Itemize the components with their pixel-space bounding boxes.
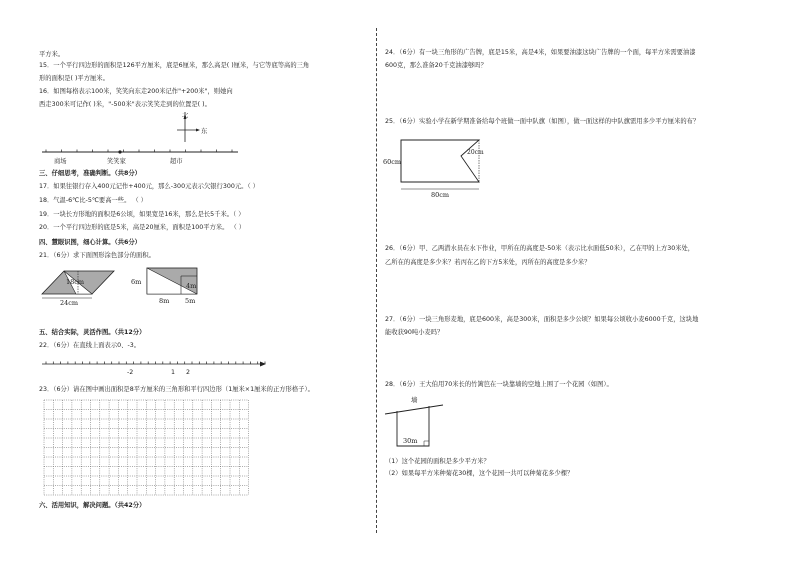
question-17: 17．如果往银行存入400元记作+400元，那么-300元表示欠银行300元。（ ） (39, 183, 259, 190)
question-15-line1: 15．一个平行四边形的面积是126平方厘米，底是6厘米，那么高是( )厘米，与它等底等高的三角 (39, 62, 310, 69)
figure-28-garden (383, 394, 453, 454)
line-label-home: 笑笑家 (107, 158, 126, 165)
left-column (37, 0, 371, 562)
tick-label-2: 2 (186, 369, 191, 376)
fig21b-8m-label: 8m (159, 297, 170, 305)
question-19: 19．一块长方形地的面积是6公顷，如果宽是16米，那么是长5千米。（ ） (39, 211, 245, 218)
question-25: 25．（6分）实验小学在新学期准备给每个班做一面中队旗（如图），做一面这样的中队旗需用多少平方厘米的布？ (385, 118, 700, 125)
compass-figure (167, 112, 217, 146)
line-label-market: 超市 (170, 158, 183, 165)
figure-21-rectangles (129, 266, 209, 306)
question-18: 18．气温-6℃比-5℃要高一些。 （ ） (39, 197, 147, 204)
fig25-20-label: 20cm (467, 149, 484, 156)
question-27-line1: 27．（6分）一块三角形麦地，底是600米，高是300米，面积是多少公顷？如果每公顷收小麦6000千克，这块地 (385, 316, 699, 323)
right-column (383, 0, 773, 562)
flag-outline (401, 140, 479, 182)
question-24-line2: 600克，那么准备20千克油漆够吗？ (385, 62, 487, 69)
section-6-title: 六、活用知识，解决问题。（共42分） (39, 502, 146, 509)
question-16-line2: 西走300米可记作( )米，"-500米"表示笑笑走到的位置是( )。 (39, 101, 211, 108)
tick-label-1: 1 (171, 369, 176, 376)
fig21-height-label: 18cm (66, 278, 85, 286)
fig25-80-label: 80cm (431, 191, 450, 199)
section-4-title: 四、慧眼识图，细心计算。（共6分） (39, 239, 141, 246)
question-26-line2: 乙所在的高度是多少米？若丙在乙的下方5米处，丙所在的高度是多少米？ (385, 259, 591, 266)
fig21b-4m-label: 4m (186, 282, 197, 290)
question-28-part2: （2）如果每平方米种菊花30棵，这个花园一共可以种菊花多少棵？ (385, 470, 574, 477)
question-27-line2: 能收获90吨小麦吗？ (385, 329, 444, 336)
number-line-22 (40, 358, 270, 378)
right-angle-mark (424, 441, 429, 446)
question-16-line1: 16．如图每格表示100米，笑笑向东走200米记作"+200米"，则她向 (39, 88, 233, 95)
figure-25-flag (383, 136, 493, 200)
grid-lines (44, 400, 249, 495)
question-26-line1: 26．（6分）甲、乙两潜水员在水下作业，甲所在的高度是-50米（表示比水面低50米），乙在甲的上方30米处， (385, 245, 695, 252)
tick-label-neg2: -2 (127, 369, 134, 376)
compass-north-label: 北 (182, 112, 189, 119)
fig21b-6m-label: 6m (131, 278, 142, 286)
question-21: 21．（6分）求下面图形涂色部分的面积。 (39, 252, 155, 259)
fig28-30-label: 30m (403, 437, 418, 445)
wall-line (385, 405, 443, 414)
home-point (118, 150, 121, 153)
column-divider (376, 28, 377, 533)
fig25-60-label: 60cm (383, 158, 402, 166)
east-arrow-icon (196, 129, 200, 132)
figure-21-parallelogram (40, 268, 120, 308)
dotted-grid (40, 398, 250, 498)
question-28: 28．（6分）王大伯用70米长的竹篱笆在一块靠墙的空地上围了一个花园（如图）。 (385, 381, 613, 388)
section-5-title: 五、结合实际，灵活作图。（共12分） (39, 329, 146, 336)
question-23: 23．（6分）请在图中画出面积是8平方厘米的三角形和平行四边形（1厘米×1厘米的正方形格子）。 (39, 386, 314, 393)
fig28-wall-label: 墙 (411, 396, 418, 404)
question-20: 20．一个平行四边形的底是5米，高是20厘米，面积是100平方米。 （ ） (39, 224, 246, 231)
question-28-part1: （1）这个花园的面积是多少平方米？ (385, 458, 490, 465)
fig21-base-label: 24cm (60, 299, 79, 307)
compass-east-label: 东 (201, 128, 208, 135)
section-3-title: 三、仔细思考，准确判断。（共8分） (39, 170, 141, 177)
question-15-line2: 形的面积是( )平方厘米。 (39, 75, 109, 82)
line-label-mall: 商场 (54, 158, 67, 165)
fig21b-5m-label: 5m (185, 297, 196, 305)
question-24-line1: 24．（6分）有一块三角形的广告牌，底是15米，高是4米，如果要油漆这块广告牌的一个面，每平方米需要油漆 (385, 49, 696, 56)
top-continuation: 平方米。 (39, 51, 65, 58)
question-22: 22．（6分）在直线上面表示0、-3。 (39, 342, 141, 349)
position-number-line (40, 146, 240, 168)
